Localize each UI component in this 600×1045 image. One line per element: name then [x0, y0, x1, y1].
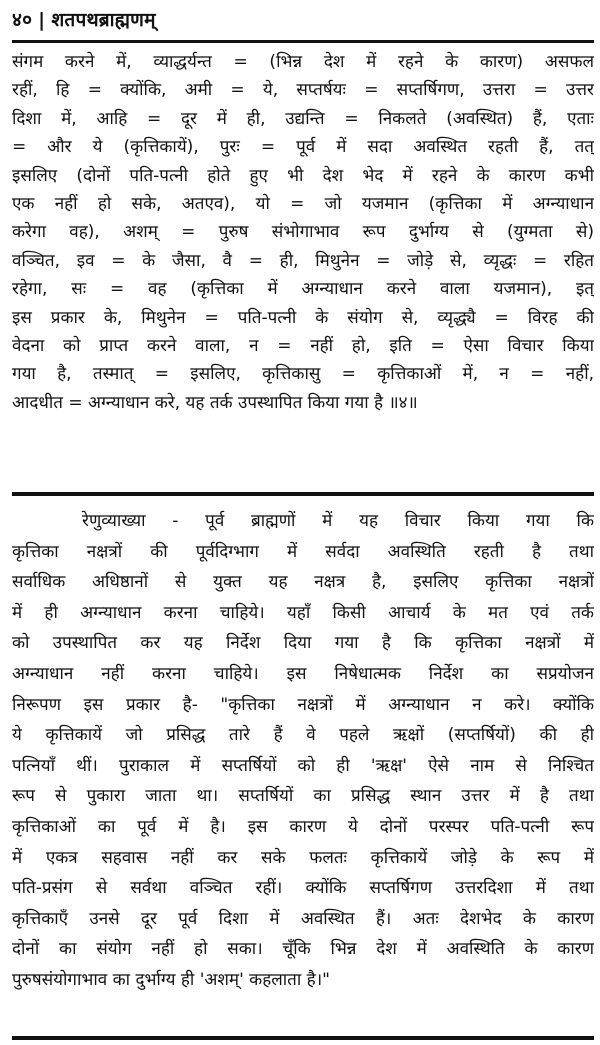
- text-line: रहेगा, सः = वह (कृत्तिका में अग्न्याधान करने वाला यजमान), इत्: [12, 279, 594, 300]
- commentary-heading-line: रेणुव्याख्या - पूर्व ब्राह्मणों में यह विचार किया गया कि: [82, 511, 594, 531]
- header-separator: |: [38, 9, 46, 31]
- page-number: ४०: [12, 9, 33, 31]
- text-line: कृत्तिकाएँ उनसे दूर पूर्व दिशा में अवस्थित हैं। अतः देशभेद के कारण: [12, 908, 594, 929]
- text-line: = और ये (कृत्तिकायें), पुरः = पूर्व में सदा अवस्थित रहती हैं, तत्: [12, 137, 594, 158]
- text-line: सर्वाधिक अधिष्ठानों से युक्त यह नक्षत्र है, इसलिए कृत्तिका नक्षत्रों: [12, 572, 594, 593]
- text-line: कृत्तिकाओं का पूर्व में है। इस कारण ये दोनों परस्पर पति-पत्नी रूप: [12, 816, 594, 837]
- text-line: इसलिए (दोनों पति-पत्नी होते हुए भी देश भेद में रहने के कारण कभी: [12, 165, 594, 186]
- text-line: करेगा वह), अशम् = पुरुष संभोगाभाव रूप दुर्भाग्य से (युग्मता से): [12, 222, 594, 243]
- footer-rule: [12, 1036, 594, 1040]
- text-line: में एकत्र सहवास नहीं कर सके फलतः कृत्तिकायें जोड़े के रूप में: [12, 847, 594, 868]
- book-title: शतपथब्राह्मणम्: [51, 9, 156, 31]
- page-header: [12, 6, 156, 40]
- text-line: ये कृत्तिकायें जो प्रसिद्ध तारे हैं वे पहले ऋक्षों (सप्तर्षियों) की ही: [12, 725, 594, 746]
- text-line: में ही अग्न्याधान करना चाहिये। यहाँ किसी आचार्य के मत एवं तर्क: [12, 602, 594, 623]
- text-line: कृत्तिका नक्षत्रों की पूर्वदिग्भाग में सर्वदा अवस्थिति रहती है तथा: [12, 541, 594, 562]
- text-line: वञ्चित, इव = के जैसा, वै = ही, मिथुनेन = जोड़े से, व्यृद्धः = रहित: [12, 250, 594, 271]
- text-line: एक नहीं हो सके, अतएव), यो = जो यजमान (कृत्तिका में अग्न्याधान: [12, 193, 594, 214]
- section-divider: [12, 492, 594, 496]
- text-line: इस प्रकार के, मिथुनेन = पति-पत्नी के संयोग से, व्यृद्ध्यै = विरह की: [12, 307, 594, 328]
- text-line: पुरुषसंयोगाभाव का दुर्भाग्य ही 'अशम्' कहलाता है।": [12, 969, 330, 990]
- text-line: आदधीत = अग्न्याधान करे, यह तर्क उपस्थापित किया गया है ॥४॥: [12, 392, 418, 413]
- header-rule: [12, 40, 594, 43]
- text-line: पति-प्रसंग से सर्वथा वञ्चित रहीं। क्योंकि सप्तर्षिगण उत्तरदिशा में तथा: [12, 878, 594, 899]
- text-line: निरूपण इस प्रकार है- "कृत्तिका नक्षत्रों में अग्न्याधान न करे। क्योंकि: [12, 694, 594, 715]
- text-line: दोनों का संयोग नहीं हो सका। चूँकि भिन्न देश में अवस्थिति के कारण: [12, 939, 594, 960]
- commentary-section: [12, 506, 594, 996]
- text-line: दिशा में, आहि = दूर में ही, उद्यन्ति = निकलते (अवस्थित) हैं, एताः: [12, 108, 594, 129]
- text-line: अग्न्याधान नहीं करना चाहिये। इस निषेधात्मक निर्देश का सप्रयोजन: [12, 663, 594, 684]
- text-line: को उपस्थापित कर यह निर्देश दिया गया है कि कृत्तिका नक्षत्रों में: [12, 633, 594, 654]
- text-line: वेदना को प्राप्त करने वाला, न = नहीं हो, इति = ऐसा विचार किया: [12, 335, 594, 356]
- word-meaning-section: [12, 48, 594, 417]
- text-line: संगम करने में, व्याद्धर्यन्त = (भिन्न देश में रहने के कारण) असफल: [12, 52, 594, 72]
- text-line: रहीं, हि = क्योंकि, अमी = ये, सप्तर्षयः = सप्तर्षिगण, उत्तरा = उत्तर: [12, 80, 594, 101]
- text-line: रूप से पुकारा जाता था। सप्तर्षियों का प्रसिद्ध स्थान उत्तर में है तथा: [12, 786, 594, 807]
- text-line: गया है, तस्मात् = इसलिए, कृत्तिकासु = कृत्तिकाओं में, न = नहीं,: [12, 364, 594, 385]
- text-line: पत्नियाँ थीं। पुराकाल में सप्तर्षियों को ही 'ऋक्ष' ऐसे नाम से निश्चित: [12, 755, 594, 776]
